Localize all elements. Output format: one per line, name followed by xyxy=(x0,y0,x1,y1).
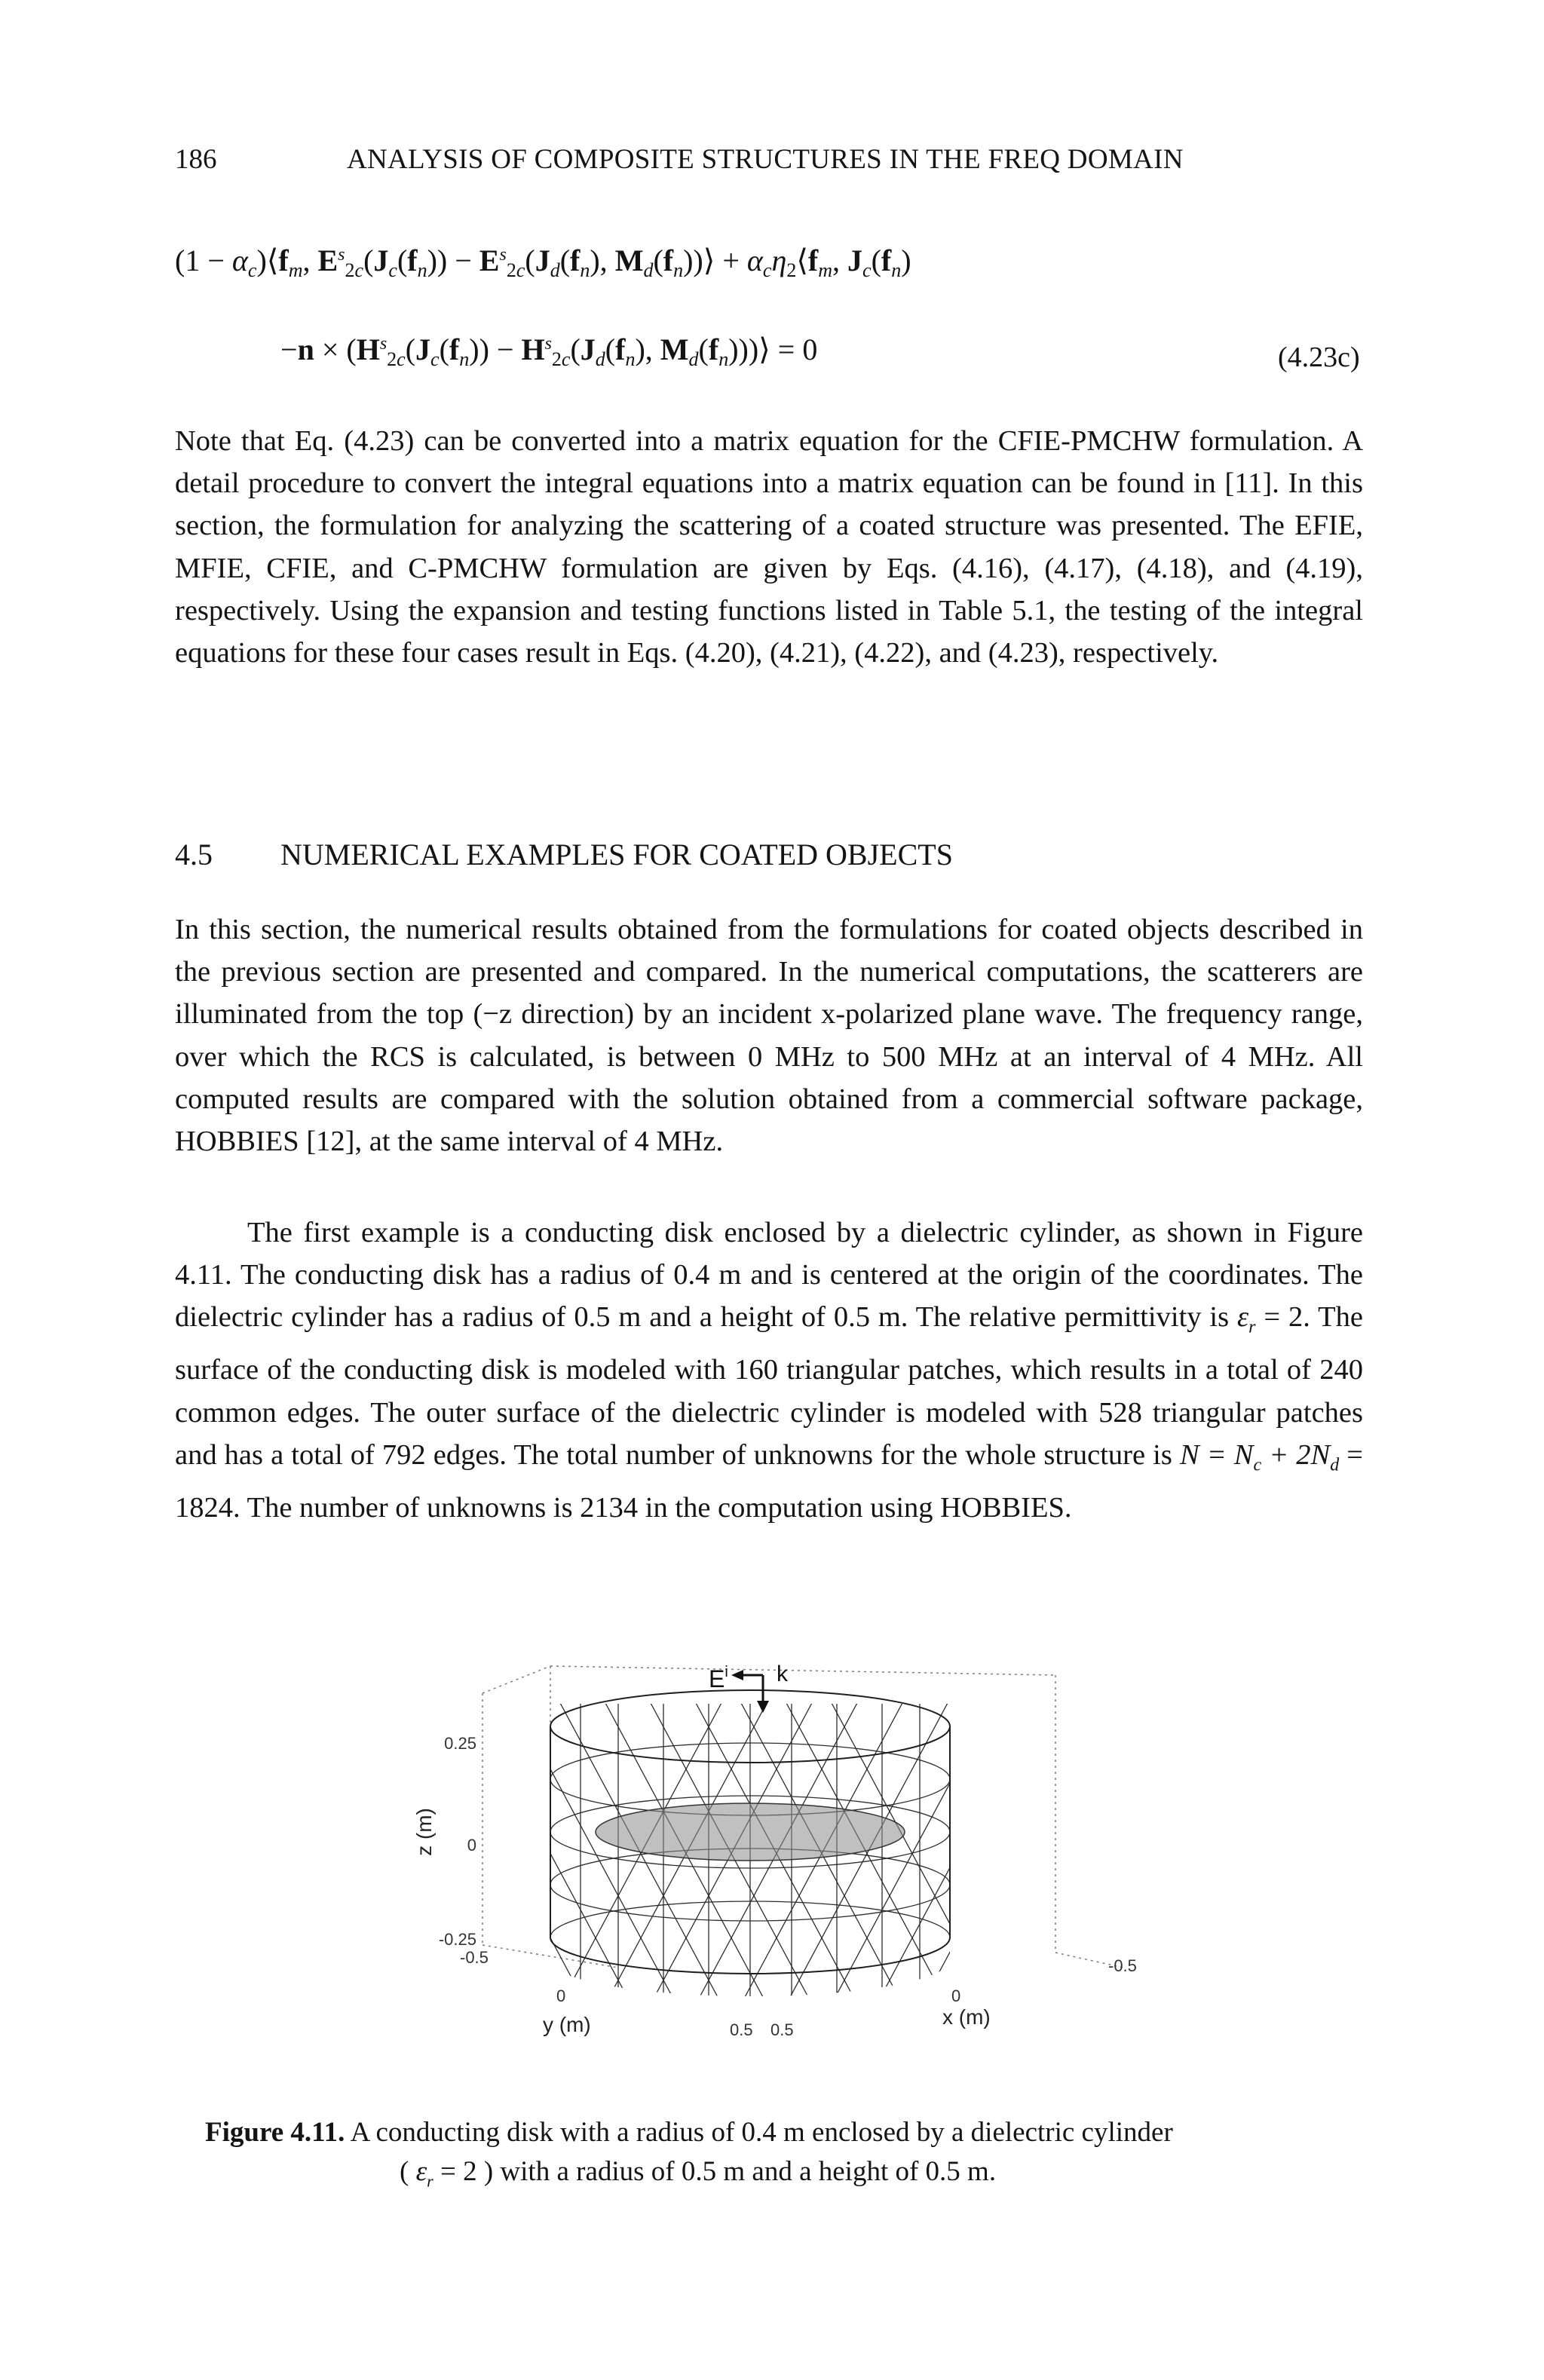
equation-line-2: $-n \times (H^s_{2c}(J_c(f_n)) - H^s_{2c}(J_d(f_n)$, $M_d(f_n)))⟩ = 0$ xyxy=(280,332,818,370)
incident-k-label: k xyxy=(777,1662,788,1686)
x-axis-label: x (m) xyxy=(942,2005,991,2029)
figure-coated-disk-mesh xyxy=(392,1628,1153,2051)
y-tick-0.5: 0.5 xyxy=(730,2020,753,2039)
section-number: 4.5 xyxy=(175,838,213,871)
paragraph-numerical-setup: In this section, the numerical results obtained from the formulations for coated objects described in the previous section are presented and compared. In the numerical computations, the scatterers are illuminated from the top (−z direction) by an incident x-polarized plane wave. The frequency range, over which the RCS is calculated, is between 0 MHz to 500 MHz at an interval of 4 MHz. All computed results are compared with the solution obtained from a commercial software package, HOBBIES [12], at the same interval of 4 MHz. xyxy=(175,914,1363,1158)
equation-line-1: $(1 - \alpha_c)⟨f_m$, $E^s_{2c}(J_c(f_n)) - E^s_{2c}(J_d(f_n)$, $M_d(f_n))⟩$ + $\alpha_c\eta_2⟨f_m$, $J_c(f_n)$ xyxy=(175,244,911,281)
x-tick-0: 0 xyxy=(951,1986,961,2005)
mesh-plot xyxy=(392,1628,1153,2051)
caption-line-2: ( $\varepsilon_r = 2$ ) with a radius of 0.5 m and a height of 0.5 m. xyxy=(400,2156,997,2191)
figure-caption xyxy=(205,2113,1351,2201)
z-tick-0.25: 0.25 xyxy=(444,1734,476,1753)
running-title: ANALYSIS OF COMPOSITE STRUCTURES IN THE FREQ DOMAIN xyxy=(347,144,1184,175)
z-tick-neg0.25: -0.25 xyxy=(438,1930,476,1949)
z-axis-label: z (m) xyxy=(412,1808,436,1856)
x-tick-neg0.5: -0.5 xyxy=(1108,1956,1137,1975)
z-tick-0: 0 xyxy=(467,1836,476,1855)
x-tick-0.5: 0.5 xyxy=(770,2020,794,2039)
incident-e-label: $E^i$ xyxy=(709,1664,728,1692)
equation-number: (4.23c) xyxy=(1278,342,1360,373)
equation-rhs: = 0 xyxy=(777,332,818,366)
y-axis-label: y (m) xyxy=(543,2013,591,2036)
conducting-disk xyxy=(596,1803,905,1861)
section-title: NUMERICAL EXAMPLES FOR COATED OBJECTS xyxy=(280,838,953,871)
y-tick-neg0.5: -0.5 xyxy=(460,1948,489,1967)
caption-line-1: A conducting disk with a radius of 0.4 m enclosed by a dielectric cylinder xyxy=(350,2117,1173,2148)
paragraph-summary: Note that Eq. (4.23) can be converted into a matrix equation for the CFIE-PMCHW formulation. A detail procedure to convert the integral equations into a matrix equation can be found in [11]. In this section, the formulation for analyzing the scattering of a coated structure was presented. The EFIE, MFIE, CFIE, and C-PMCHW formulation are given by Eqs. (4.16), (4.17), (4.18), and (4.19), respectively. Using the expansion and testing functions listed in Table 5.1, the testing of the integral equations for these four cases result in Eqs. (4.20), (4.21), (4.22), and (4.23), respectively. xyxy=(175,425,1363,669)
paragraph-first-example: The first example is a conducting disk enclosed by a dielectric cylinder, as shown in Figure 4.11. The conducting disk has a radius of 0.4 m and is centered at the origin of the coordinates. The dielectric cylinder has a radius of 0.5 m and a height of 0.5 m. The relative permittivity is $\varepsilon_r = 2$. The surface of the conducting disk is modeled with 160 triangular patches, which results in a total of 240 common edges. The outer surface of the dielectric cylinder is modeled with 528 triangular patches and has a total of 792 edges. The total number of unknowns for the whole structure is $N = N_c + 2N_d = 1824$. The number of unknowns is 2134 in the computation using HOBBIES. xyxy=(175,1217,1364,1524)
y-tick-0: 0 xyxy=(556,1986,566,2005)
page-number: 186 xyxy=(175,144,217,175)
caption-label: Figure 4.11. xyxy=(205,2117,345,2148)
running-header xyxy=(175,136,1357,181)
